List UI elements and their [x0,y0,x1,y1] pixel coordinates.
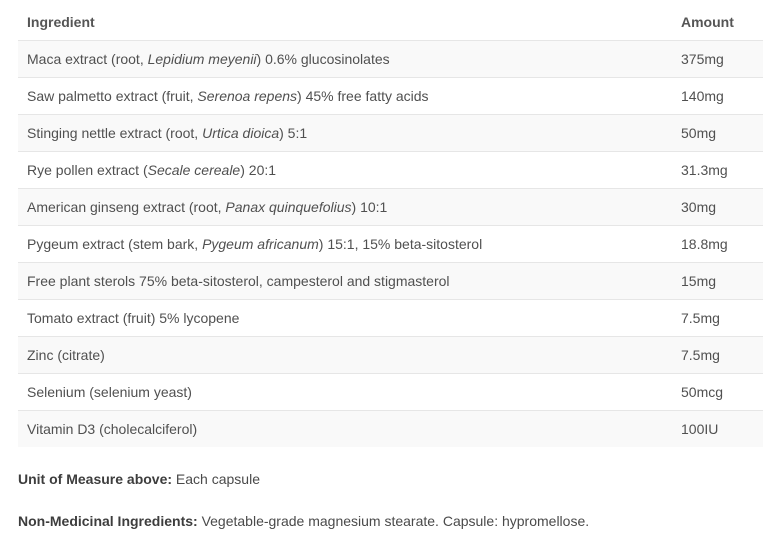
ingredient-column-header: Ingredient [18,4,672,41]
ingredient-text: Saw palmetto extract (fruit, [27,88,198,104]
ingredient-text: American ginseng extract (root, [27,199,226,215]
ingredient-text: Selenium (selenium yeast) [27,384,192,400]
ingredient-text: Zinc (citrate) [27,347,105,363]
ingredient-text: Maca extract (root, [27,51,148,67]
ingredient-text: Rye pollen extract ( [27,162,148,178]
ingredient-cell [18,189,672,226]
table-row [18,115,763,152]
ingredient-cell [18,337,672,374]
ingredient-species: Urtica dioica [202,125,280,141]
amount-cell: 7.5mg [672,300,763,337]
ingredient-spec: ) 10:1 [351,199,388,215]
amount-cell: 100IU [672,411,763,448]
table-row [18,152,763,189]
ingredient-species: Pygeum africanum [202,236,319,252]
ingredient-text: Vitamin D3 (cholecalciferol) [27,421,198,437]
table-row [18,41,763,78]
ingredient-cell [18,115,672,152]
amount-cell: 375mg [672,41,763,78]
ingredient-species: Secale cereale [147,162,241,178]
amount-cell: 31.3mg [672,152,763,189]
table-row [18,78,763,115]
ingredient-spec: ) 15:1, 15% beta-sitosterol [318,236,483,252]
table-row [18,189,763,226]
amount-cell: 140mg [672,78,763,115]
ingredient-species: Panax quinquefolius [225,199,352,215]
ingredient-species: Serenoa repens [197,88,298,104]
ingredient-text: Stinging nettle extract (root, [27,125,203,141]
ingredient-cell [18,78,672,115]
table-row [18,300,763,337]
ingredient-cell [18,411,672,448]
ingredient-cell [18,374,672,411]
ingredient-cell [18,152,672,189]
table-row [18,374,763,411]
table-row [18,337,763,374]
unit-of-measure-note [18,471,260,487]
non-medicinal-ingredients-note [18,513,589,529]
non-medicinal-label: Non-Medicinal Ingredients: [18,513,198,529]
ingredient-cell [18,41,672,78]
table-header-row [18,4,763,41]
ingredient-spec: ) 0.6% glucosinolates [256,51,390,67]
amount-cell: 18.8mg [672,226,763,263]
ingredient-cell [18,300,672,337]
table-row [18,411,763,448]
ingredient-species: Lepidium meyenii [147,51,257,67]
ingredient-spec: ) 45% free fatty acids [297,88,429,104]
ingredient-text: Pygeum extract (stem bark, [27,236,203,252]
ingredient-cell [18,226,672,263]
ingredient-spec: ) 20:1 [240,162,277,178]
ingredient-text: Free plant sterols 75% beta-sitosterol, campesterol and stigmasterol [27,273,450,289]
table-row [18,263,763,300]
table-row [18,226,763,263]
non-medicinal-value: Vegetable-grade magnesium stearate. Capsule: hypromellose. [197,513,590,529]
amount-cell: 50mg [672,115,763,152]
amount-cell: 50mcg [672,374,763,411]
amount-cell: 7.5mg [672,337,763,374]
amount-column-header: Amount [672,4,763,41]
ingredient-cell [18,263,672,300]
ingredient-text: Tomato extract (fruit) 5% lycopene [27,310,240,326]
unit-of-measure-label: Unit of Measure above: [18,471,173,487]
ingredients-table [18,4,763,447]
ingredient-spec: ) 5:1 [279,125,308,141]
amount-cell: 30mg [672,189,763,226]
unit-of-measure-value: Each capsule [172,471,260,487]
amount-cell: 15mg [672,263,763,300]
